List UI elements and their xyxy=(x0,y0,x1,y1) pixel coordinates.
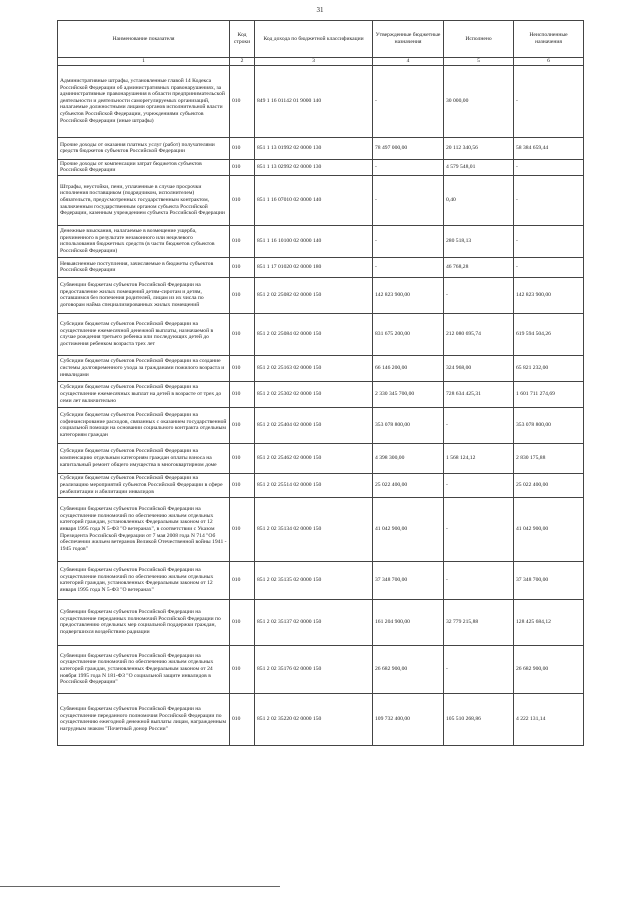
row-approved: - xyxy=(373,159,444,175)
row-code: 010 xyxy=(230,381,255,407)
column-number: 1 xyxy=(58,58,230,66)
row-unexecuted: 353 078 800,00 xyxy=(514,407,584,443)
table-row xyxy=(58,443,584,473)
row-kbk: 851 2 02 25163 02 0000 150 xyxy=(255,355,373,381)
row-unexecuted: 25 022 400,00 xyxy=(514,473,584,497)
row-approved: 26 682 900,00 xyxy=(373,645,444,693)
row-name: Прочие доходы от компенсации затрат бюджетов субъектов Российской Федерации xyxy=(58,159,230,175)
header-code: Код строки xyxy=(230,21,255,58)
row-name: Субвенции бюджетам субъектов Российской Федерации на осуществление полномочий по обеспечению жильем отдельных категорий граждан, установленных Федеральным законом от 12 января 1995 года N 5-ФЗ "О ветеранах", в соответствии с Указом Президента Российской Федерации от 7 мая 2008 года N 714 "Об обеспечении жильем ветеранов Великой Отечественной войны 1941 - 1945 годов" xyxy=(58,497,230,561)
row-kbk: 851 2 02 25082 02 0000 150 xyxy=(255,277,373,313)
row-kbk: 851 2 02 25462 02 0000 150 xyxy=(255,443,373,473)
row-executed: - xyxy=(444,407,514,443)
row-executed: - xyxy=(444,277,514,313)
row-name: Штрафы, неустойки, пени, уплаченные в случае просрочки исполнения поставщиком (подрядчиком, исполнителем) обязательств, предусмотренных государственным контрактом, заключенным государственным органом субъекта Российской Федерации, казенным учреждением субъекта Российской Федерации xyxy=(58,175,230,225)
row-kbk: 851 1 13 02992 02 0000 130 xyxy=(255,159,373,175)
row-name: Невыясненные поступления, зачисляемые в бюджеты субъектов Российской Федерации xyxy=(58,257,230,277)
table-row xyxy=(58,257,584,277)
row-executed: 30 000,00 xyxy=(444,65,514,137)
row-executed: - xyxy=(444,473,514,497)
table-row xyxy=(58,497,584,561)
table-row xyxy=(58,159,584,175)
row-unexecuted: 41 042 900,00 xyxy=(514,497,584,561)
row-approved: 66 146 200,00 xyxy=(373,355,444,381)
table-row xyxy=(58,473,584,497)
row-name: Субсидии бюджетам субъектов Российской Федерации на осуществление ежемесячной денежной выплаты, назначаемой в случае рождения третьего ребенка или последующих детей до достижения ребенком возраста трех лет xyxy=(58,313,230,355)
income-table xyxy=(57,20,584,746)
row-unexecuted: 65 821 232,00 xyxy=(514,355,584,381)
row-kbk: 851 2 02 25302 02 0000 150 xyxy=(255,381,373,407)
row-code: 010 xyxy=(230,407,255,443)
row-code: 010 xyxy=(230,599,255,645)
column-number: 5 xyxy=(444,58,514,66)
row-name: Прочие доходы от оказания платных услуг (работ) получателями средств бюджетов субъектов Российской Федерации xyxy=(58,137,230,159)
row-code: 010 xyxy=(230,159,255,175)
row-approved: - xyxy=(373,225,444,257)
header-row xyxy=(58,21,584,58)
header-kbk: Код дохода по бюджетной классификации xyxy=(255,21,373,58)
row-kbk: 851 2 02 25084 02 0000 150 xyxy=(255,313,373,355)
row-code: 010 xyxy=(230,497,255,561)
row-executed: 46 768,28 xyxy=(444,257,514,277)
header-executed: Исполнено xyxy=(444,21,514,58)
row-kbk: 851 2 02 25404 02 0000 150 xyxy=(255,407,373,443)
row-code: 010 xyxy=(230,137,255,159)
table-row xyxy=(58,225,584,257)
row-name: Субсидии бюджетам субъектов Российской Федерации на создание системы долговременного ухода за гражданами пожилого возраста и инвалидами xyxy=(58,355,230,381)
page-number: 31 xyxy=(316,6,324,14)
row-approved: 109 732 400,00 xyxy=(373,693,444,745)
footer-rule xyxy=(0,886,280,887)
row-executed: - xyxy=(444,645,514,693)
row-executed: 1 568 124,12 xyxy=(444,443,514,473)
row-unexecuted: 26 682 900,00 xyxy=(514,645,584,693)
table-row xyxy=(58,381,584,407)
header-name: Наименование показателя xyxy=(58,21,230,58)
row-approved: 78 497 000,00 xyxy=(373,137,444,159)
row-name: Субвенции бюджетам субъектов Российской Федерации на осуществление полномочий по обеспечению жильем отдельных категорий граждан, установленных Федеральным законом от 12 января 1995 года N 5-ФЗ "О ветеранах" xyxy=(58,561,230,599)
row-name: Субсидии бюджетам субъектов Российской Федерации на компенсацию отдельным категориям граждан оплаты взноса на капитальный ремонт общего имущества в многоквартирном доме xyxy=(58,443,230,473)
row-unexecuted: 58 384 659,44 xyxy=(514,137,584,159)
row-code: 010 xyxy=(230,645,255,693)
row-code: 010 xyxy=(230,561,255,599)
column-number-row xyxy=(58,58,584,66)
row-approved: 37 348 700,00 xyxy=(373,561,444,599)
row-unexecuted: - xyxy=(514,225,584,257)
row-kbk: 851 1 17 01020 02 0000 180 xyxy=(255,257,373,277)
row-approved: 4 398 300,00 xyxy=(373,443,444,473)
row-unexecuted: - xyxy=(514,65,584,137)
column-number: 3 xyxy=(255,58,373,66)
row-kbk: 851 1 16 07010 02 0000 140 xyxy=(255,175,373,225)
row-code: 010 xyxy=(230,277,255,313)
row-kbk: 851 2 02 35137 02 0000 150 xyxy=(255,599,373,645)
table-row xyxy=(58,277,584,313)
table-row xyxy=(58,561,584,599)
table-row xyxy=(58,599,584,645)
table-row xyxy=(58,65,584,137)
column-number: 6 xyxy=(514,58,584,66)
row-name: Административные штрафы, установленные главой 14 Кодекса Российской Федерации об административных правонарушениях, за административные правонарушения в области предпринимательской деятельности и деятельности саморегулируемых организаций, налагаемые должностными лицами органов исполнительной власти субъектов Российской Федерации, учреждениями субъектов Российской Федерации (иные штрафы) xyxy=(58,65,230,137)
row-kbk: 851 1 16 10100 02 0000 140 xyxy=(255,225,373,257)
row-unexecuted: - xyxy=(514,175,584,225)
table-row xyxy=(58,175,584,225)
column-number: 4 xyxy=(373,58,444,66)
row-executed: 0,40 xyxy=(444,175,514,225)
row-name: Субсидии бюджетам субъектов Российской Федерации на реализацию мероприятий субъектов Российской Федерации в сфере реабилитации и абилитации инвалидов xyxy=(58,473,230,497)
row-executed: 20 112 340,56 xyxy=(444,137,514,159)
table-row xyxy=(58,693,584,745)
row-approved: 161 204 900,00 xyxy=(373,599,444,645)
row-kbk: 849 1 16 01142 01 9000 140 xyxy=(255,65,373,137)
row-executed: 105 510 268,86 xyxy=(444,693,514,745)
row-code: 010 xyxy=(230,355,255,381)
row-kbk: 851 2 02 35176 02 0000 150 xyxy=(255,645,373,693)
row-executed: 280 518,13 xyxy=(444,225,514,257)
row-code: 010 xyxy=(230,65,255,137)
row-unexecuted: 4 222 131,14 xyxy=(514,693,584,745)
row-name: Субвенции бюджетам субъектов Российской Федерации на осуществление переданных полномочий Российской Федерации по предоставлению отдельных мер социальной поддержки граждан, подвергшихся воздействию радиации xyxy=(58,599,230,645)
row-code: 010 xyxy=(230,225,255,257)
row-unexecuted: 142 823 900,00 xyxy=(514,277,584,313)
row-executed: 212 080 695,74 xyxy=(444,313,514,355)
row-kbk: 851 2 02 35220 02 0000 150 xyxy=(255,693,373,745)
table-row xyxy=(58,137,584,159)
row-name: Субвенции бюджетам субъектов Российской Федерации на предоставление жилых помещений детям-сиротам и детям, оставшимся без попечения родителей, лицам из их числа по договорам найма специализированных жилых помещений xyxy=(58,277,230,313)
row-kbk: 851 2 02 35135 02 0000 150 xyxy=(255,561,373,599)
header-unexecuted: Неисполненные назначения xyxy=(514,21,584,58)
row-code: 010 xyxy=(230,473,255,497)
row-executed: 728 634 425,31 xyxy=(444,381,514,407)
row-executed: 4 579 548,01 xyxy=(444,159,514,175)
row-approved: 2 330 345 700,00 xyxy=(373,381,444,407)
row-name: Субвенции бюджетам субъектов Российской Федерации на осуществление полномочий по обеспечению жильем отдельных категорий граждан, установленных Федеральным законом от 24 ноября 1995 года N 181-ФЗ "О социальной защите инвалидов в Российской Федерации" xyxy=(58,645,230,693)
row-unexecuted: 37 348 700,00 xyxy=(514,561,584,599)
row-unexecuted: 619 594 504,26 xyxy=(514,313,584,355)
row-unexecuted: 1 601 711 274,69 xyxy=(514,381,584,407)
row-approved: - xyxy=(373,257,444,277)
row-name: Субсидии бюджетам субъектов Российской Федерации на осуществление ежемесячных выплат на детей в возрасте от трех до семи лет включительно xyxy=(58,381,230,407)
table-row xyxy=(58,645,584,693)
row-executed: 324 968,00 xyxy=(444,355,514,381)
row-executed: - xyxy=(444,561,514,599)
table-row xyxy=(58,407,584,443)
row-approved: 142 823 900,00 xyxy=(373,277,444,313)
row-name: Субсидии бюджетам субъектов Российской Федерации на софинансирование расходов, связанных с оказанием государственной социальной помощи на основании социального контракта отдельным категориям граждан xyxy=(58,407,230,443)
row-kbk: 851 1 13 01992 02 0000 130 xyxy=(255,137,373,159)
row-unexecuted: 2 830 175,88 xyxy=(514,443,584,473)
row-unexecuted: 128 425 684,12 xyxy=(514,599,584,645)
row-kbk: 851 2 02 35134 02 0000 150 xyxy=(255,497,373,561)
table-row xyxy=(58,355,584,381)
row-executed: 32 779 215,88 xyxy=(444,599,514,645)
row-approved: 25 022 400,00 xyxy=(373,473,444,497)
row-code: 010 xyxy=(230,443,255,473)
row-kbk: 851 2 02 25514 02 0000 150 xyxy=(255,473,373,497)
table-row xyxy=(58,313,584,355)
row-name: Субвенции бюджетам субъектов Российской Федерации на осуществление переданного полномочия Российской Федерации по осуществлению ежегодной денежной выплаты лицам, награжденным нагрудным знаком "Почетный донор России" xyxy=(58,693,230,745)
row-name: Денежные взыскания, налагаемые в возмещение ущерба, причиненного в результате незаконного или нецелевого использования бюджетных средств (в части бюджетов субъектов Российской Федерации) xyxy=(58,225,230,257)
row-approved: - xyxy=(373,175,444,225)
row-approved: 831 675 200,00 xyxy=(373,313,444,355)
row-unexecuted: - xyxy=(514,257,584,277)
row-approved: - xyxy=(373,65,444,137)
row-code: 010 xyxy=(230,175,255,225)
row-code: 010 xyxy=(230,257,255,277)
row-code: 010 xyxy=(230,693,255,745)
row-executed: - xyxy=(444,497,514,561)
column-number: 2 xyxy=(230,58,255,66)
row-approved: 353 078 800,00 xyxy=(373,407,444,443)
row-code: 010 xyxy=(230,313,255,355)
row-approved: 41 042 900,00 xyxy=(373,497,444,561)
header-approved: Утвержденные бюджетные назначения xyxy=(373,21,444,58)
row-unexecuted: - xyxy=(514,159,584,175)
